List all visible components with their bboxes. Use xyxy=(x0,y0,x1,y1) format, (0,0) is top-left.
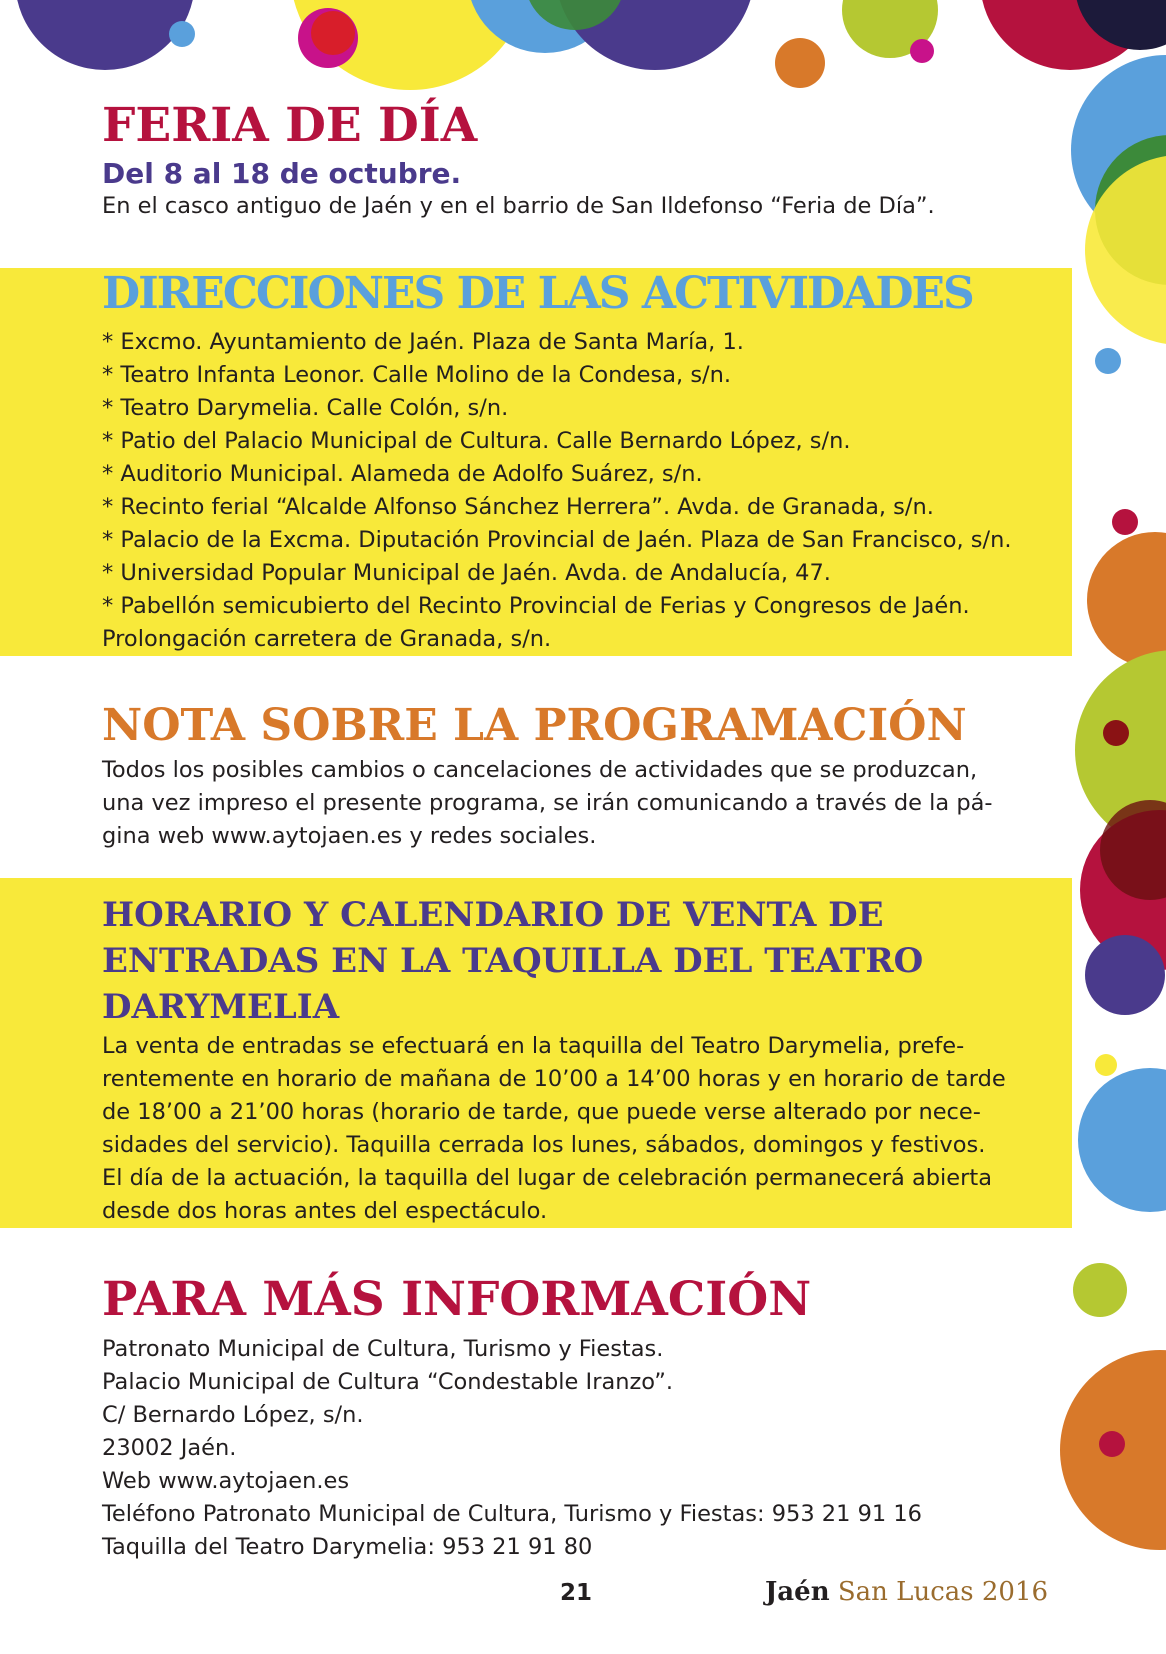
feria-section xyxy=(102,98,935,223)
horario-line: de 18’00 a 21’00 horas (horario de tarde, que puede verse alterado por nece- xyxy=(102,1099,981,1125)
list-item: * Universidad Popular Municipal de Jaén. Avda. de Andalucía, 47. xyxy=(102,560,831,586)
horario-title-line: DARYMELIA xyxy=(102,987,340,1027)
horario-title-line: ENTRADAS EN LA TAQUILLA DEL TEATRO xyxy=(102,941,924,981)
list-item: * Teatro Infanta Leonor. Calle Molino de la Condesa, s/n. xyxy=(102,362,732,388)
list-item: * Pabellón semicubierto del Recinto Provincial de Ferias y Congresos de Jaén. xyxy=(102,593,970,619)
direcciones-title: DIRECCIONES DE LAS ACTIVIDADES xyxy=(102,268,973,319)
nota-line: Todos los posibles cambios o cancelaciones de actividades que se produzcan, xyxy=(102,757,978,783)
info-line: Patronato Municipal de Cultura, Turismo y Fiestas. xyxy=(102,1336,664,1362)
horario-line: desde dos horas antes del espectáculo. xyxy=(102,1198,548,1224)
feria-dates: Del 8 al 18 de octubre. xyxy=(102,157,462,190)
list-item: * Teatro Darymelia. Calle Colón, s/n. xyxy=(102,395,509,421)
horario-title-line: HORARIO Y CALENDARIO DE VENTA DE xyxy=(102,895,884,935)
info-line: C/ Bernardo López, s/n. xyxy=(102,1402,364,1428)
info-line: Palacio Municipal de Cultura “Condestable Iranzo”. xyxy=(102,1369,674,1395)
list-item: * Auditorio Municipal. Alameda de Adolfo Suárez, s/n. xyxy=(102,461,703,487)
nota-body xyxy=(102,754,993,853)
horario-body xyxy=(102,1030,1006,1228)
info-line: Teléfono Patronato Municipal de Cultura, Turismo y Fiestas: 953 21 91 16 xyxy=(102,1501,922,1527)
nota-title: NOTA SOBRE LA PROGRAMACIÓN xyxy=(102,700,967,751)
info-section xyxy=(102,1272,922,1564)
feria-title: FERIA DE DÍA xyxy=(102,98,478,153)
horario-line: sidades del servicio). Taquilla cerrada los lunes, sábados, domingos y festivos. xyxy=(102,1132,986,1158)
list-item: * Excmo. Ayuntamiento de Jaén. Plaza de Santa María, 1. xyxy=(102,329,744,355)
info-line: 23002 Jaén. xyxy=(102,1435,237,1461)
footer-brand xyxy=(765,1577,1048,1607)
horario-line: La venta de entradas se efectuará en la taquilla del Teatro Darymelia, prefe- xyxy=(102,1033,965,1059)
feria-description: En el casco antiguo de Jaén y en el barrio de San Ildefonso “Feria de Día”. xyxy=(102,193,935,219)
list-item: * Recinto ferial “Alcalde Alfonso Sánchez Herrera”. Avda. de Granada, s/n. xyxy=(102,494,934,520)
info-body xyxy=(102,1333,922,1564)
direcciones-section xyxy=(102,268,1012,656)
list-item: Prolongación carretera de Granada, s/n. xyxy=(102,626,552,652)
list-item: * Patio del Palacio Municipal de Cultura. Calle Bernardo López, s/n. xyxy=(102,428,851,454)
horario-title xyxy=(102,892,1006,1030)
nota-line: gina web www.aytojaen.es y redes sociales. xyxy=(102,823,597,849)
footer-brand-event: San Lucas 2016 xyxy=(837,1577,1049,1607)
footer-brand-city: Jaén xyxy=(765,1577,830,1607)
horario-line: rentemente en horario de mañana de 10’00 a 14’00 horas y en horario de tarde xyxy=(102,1066,1006,1092)
horario-line: El día de la actuación, la taquilla del lugar de celebración permanecerá abierta xyxy=(102,1165,993,1191)
direcciones-list xyxy=(102,326,1012,656)
nota-section xyxy=(102,700,993,853)
page-number: 21 xyxy=(560,1580,593,1606)
info-title: PARA MÁS INFORMACIÓN xyxy=(102,1272,812,1327)
horario-section xyxy=(102,892,1006,1228)
list-item: * Palacio de la Excma. Diputación Provincial de Jaén. Plaza de San Francisco, s/n. xyxy=(102,527,1012,553)
info-line: Taquilla del Teatro Darymelia: 953 21 91 80 xyxy=(102,1534,593,1560)
info-line: Web www.aytojaen.es xyxy=(102,1468,350,1494)
nota-line: una vez impreso el presente programa, se irán comunicando a través de la pá- xyxy=(102,790,993,816)
